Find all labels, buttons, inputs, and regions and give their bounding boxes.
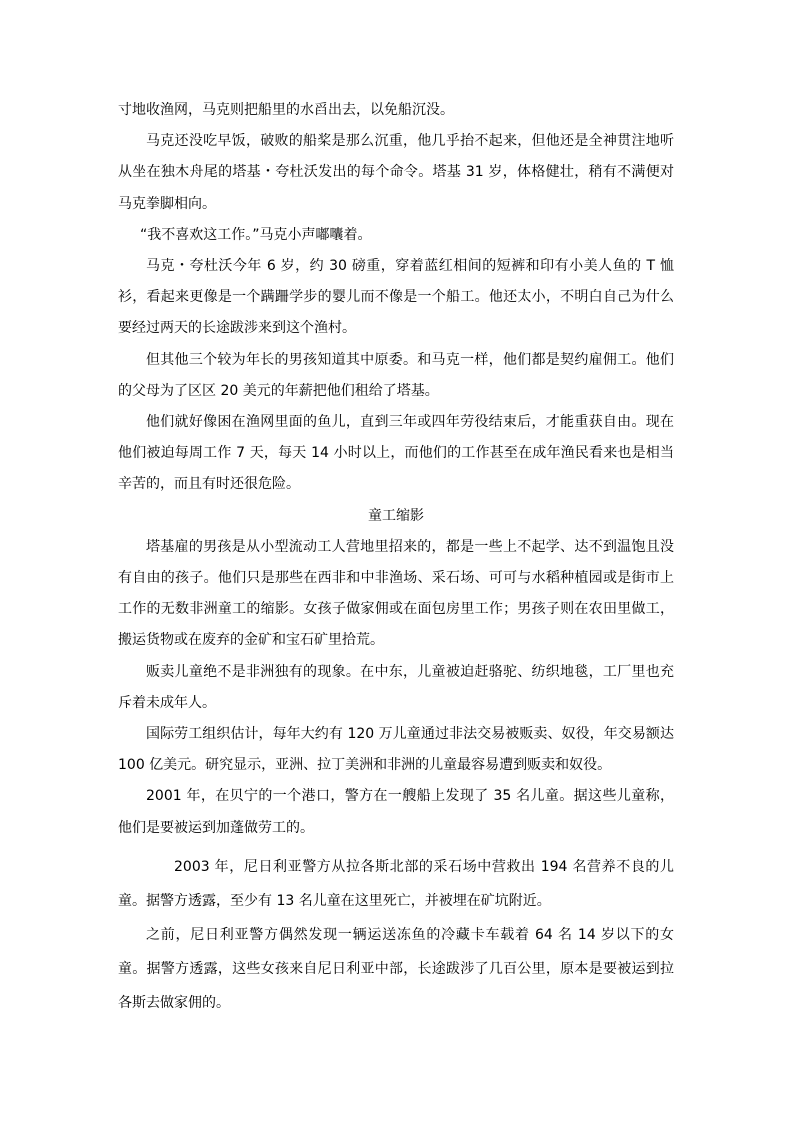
paragraph-continuation: 寸地收渔网，马克则把船里的水舀出去，以免船沉没。 [118, 102, 454, 118]
paragraph: 国际劳工组织估计，每年大约有 120 万儿童通过非法交易被贩卖、奴役，年交易额达 100 亿美元。研究显示，亚洲、拉丁美洲和非洲的儿童最容易遭到贩卖和奴役。 [118, 726, 674, 774]
paragraph: 马克・夸杜沃今年 6 岁，约 30 磅重，穿着蓝红相间的短裤和印有小美人鱼的 T 恤衫，看起来更像是一个蹒跚学步的婴儿而不像是一个船工。他还太小，不明白自己为什么要经过两天的长途跋涉来到这个渔村。 [118, 258, 674, 337]
paragraph: 贩卖儿童绝不是非洲独有的现象。在中东，儿童被迫赶骆驼、纺织地毯，工厂里也充斥着未成年人。 [118, 663, 674, 711]
paragraph: 2003 年，尼日利亚警方从拉各斯北部的采石场中营救出 194 名营养不良的儿童。据警方透露，至少有 13 名儿童在这里死亡，并被埋在矿坑附近。 [118, 858, 674, 909]
paragraph: 他们就好像困在渔网里面的鱼儿，直到三年或四年劳役结束后，才能重获自由。现在他们被迫每周工作 7 天，每天 14 小时以上，而他们的工作甚至在成年渔民看来也是相当辛苦的，而且有时还很危险。 [118, 414, 674, 493]
paragraph-quote: “我不喜欢这工作。”马克小声嘟囔着。 [140, 226, 372, 243]
section-heading: 童工缩影 [368, 507, 424, 524]
paragraph: 2001 年，在贝宁的一个港口，警方在一艘船上发现了 35 名儿童。据这些儿童称，他们是要被运到加蓬做劳工的。 [118, 788, 674, 836]
paragraph: 但其他三个较为年长的男孩知道其中原委。和马克一样，他们都是契约雇佣工。他们的父母为了区区 20 美元的年薪把他们租给了塔基。 [118, 351, 674, 399]
paragraph: 马克还没吃早饭，破败的船桨是那么沉重，他几乎抬不起来，但他还是全神贯注地听从坐在独木舟尾的塔基・夸杜沃发出的每个命令。塔基 31 岁，体格健壮，稍有不满便对马克拳脚相向。 [118, 133, 674, 212]
paragraph: 之前，尼日利亚警方偶然发现一辆运送冻鱼的冷藏卡车载着 64 名 14 岁以下的女童。据警方透露，这些女孩来自尼日利亚中部，长途跋涉了几百公里，原本是要被运到拉各斯去做家佣的。 [118, 926, 674, 1011]
document-page [118, 95, 674, 1020]
paragraph: 塔基雇的男孩是从小型流动工人营地里招来的，都是一些上不起学、达不到温饱且没有自由的孩子。他们只是那些在西非和中非渔场、采石场、可可与水稻种植园或是街市上工作的无数非洲童工的缩影。女孩子做家佣或在面包房里工作；男孩子则在农田里做工，搬运货物或在废弃的金矿和宝石矿里拾荒。 [118, 538, 674, 649]
